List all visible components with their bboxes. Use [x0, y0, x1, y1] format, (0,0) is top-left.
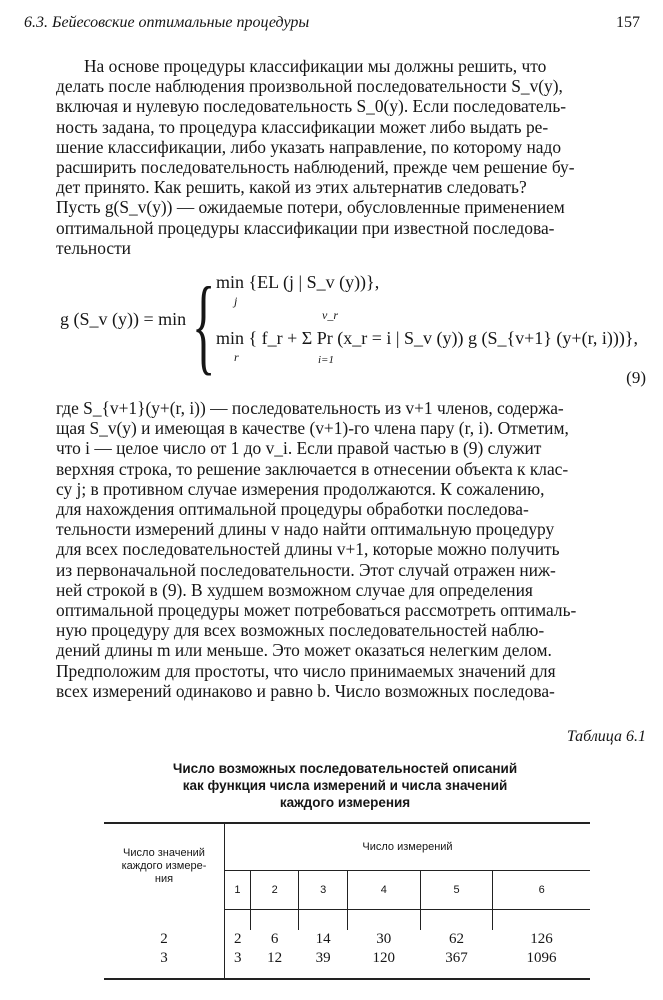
column-header: 2: [250, 871, 299, 910]
paragraph-2: [56, 398, 646, 701]
table-row: [104, 930, 590, 949]
text-line: шение классификации, либо указать направление, по которому надо: [56, 136, 562, 157]
left-brace: {: [192, 266, 216, 385]
sum-lower-limit: i=1: [318, 354, 334, 366]
text-line: где S_{v+1}(y+(r, i)) — последовательность из v+1 членов, содержа-: [56, 398, 564, 418]
table-row: [104, 949, 590, 968]
text-line: су j; в противном случае измерения продолжаются. К сожалению,: [56, 478, 545, 499]
text-line: дет принято. Как решить, какой из этих альтернатив следовать?: [56, 177, 527, 198]
table-cell: 2: [233, 931, 242, 947]
paragraph-1: [56, 56, 646, 258]
column-header: 3: [299, 871, 348, 910]
equation-case-1-subscript: j: [234, 294, 238, 308]
data-table: [104, 822, 590, 980]
text-line: включая и нулевую последовательность S_0(y). Если последователь-: [56, 96, 567, 117]
column-header: 5: [420, 871, 493, 910]
text-line: тельности: [56, 237, 131, 258]
text-line: для нахождения оптимальной процедуры обработки последова-: [56, 499, 529, 520]
text-line: для всех последовательностей длины v+1, которые можно получить: [56, 539, 560, 560]
text-line: расширить последовательность наблюдений, прежде чем решение бу-: [56, 157, 575, 178]
row-label: 3: [104, 949, 225, 968]
text-line: ней строкой в (9). В худшем возможном случае для определения: [56, 579, 533, 600]
group-header: Число измерений: [225, 823, 591, 871]
column-header: 6: [493, 871, 590, 910]
text-line: из первоначальной последовательности. Этот случай отражен ниж-: [56, 559, 556, 580]
text-line: щая S_v(y) и имеющая в качестве (v+1)-го члена пару (r, i). Отметим,: [56, 418, 569, 439]
table-cell: 1096: [526, 950, 557, 966]
text-line: делать после наблюдения произвольной последовательности S_v(y),: [56, 76, 563, 97]
table-cell: 39: [315, 950, 331, 966]
row-header-line: Число значений: [123, 847, 205, 860]
table-cell: 62: [449, 931, 465, 947]
equation-lhs: g (S_v (y)) = min: [60, 309, 187, 329]
table-cell: 30: [376, 931, 392, 947]
text-line: На основе процедуры классификации мы должны решить, что: [84, 56, 547, 76]
column-header: 1: [225, 871, 251, 910]
table-cell: 3: [233, 950, 242, 966]
text-line: что i — целое число от 1 до v_i. Если правой частью в (9) служит: [56, 438, 542, 459]
table-caption: [100, 760, 590, 811]
row-label: 2: [104, 930, 225, 949]
table-cell: 14: [315, 931, 331, 947]
row-header-line: каждого измере-: [121, 860, 207, 873]
table-cell: 6: [270, 931, 279, 947]
text-line: оптимальной процедуры классификации при известной последова-: [56, 217, 555, 238]
row-header: [104, 823, 225, 910]
text-line: ность задана, то процедура классификации может либо выдать ре-: [56, 116, 549, 137]
text-line: тельности измерений длины v надо найти оптимальную процедуру: [56, 519, 555, 540]
running-title: 6.3. Бейесовские оптимальные процедуры: [24, 14, 310, 31]
text-line: Предположим для простоты, что число принимаемых значений для: [56, 660, 556, 681]
caption-line: Число возможных последовательностей описаний: [172, 761, 518, 776]
equation-case-2: min { f_r + Σ Pr (x_r = i | S_v (y)) g (S_{v+1} (y+(r, i)))},: [216, 328, 638, 348]
text-line: Пусть g(S_v(y)) — ожидаемые потери, обусловленные применением: [56, 197, 565, 218]
table-label: Таблица 6.1: [566, 728, 646, 745]
text-line: всех измерений одинаково и равно b. Число возможных последова-: [56, 680, 555, 701]
page-number: 157: [616, 14, 640, 31]
column-header: 4: [347, 871, 420, 910]
sum-upper-limit: v_r: [322, 308, 338, 322]
caption-line: каждого измерения: [279, 795, 411, 810]
table-cell: 126: [530, 931, 553, 947]
page-header: [24, 14, 640, 38]
caption-line: как функция числа измерений и числа значений: [182, 778, 508, 793]
text-line: ную процедуру для всех возможных последовательностей наблю-: [56, 620, 545, 641]
table-cell: 120: [372, 950, 396, 966]
row-header-line: ния: [154, 873, 174, 886]
equation-number: (9): [626, 368, 646, 387]
equation-case-2-subscript: r: [234, 350, 239, 364]
text-line: верхняя строка, то решение заключается в отнесении объекта к клас-: [56, 458, 569, 479]
text-line: дений длины m или меньше. Это может оказаться нелегким делом.: [56, 640, 552, 661]
equation-case-1: min {EL (j | S_v (y))},: [216, 272, 380, 292]
table-cell: 367: [445, 950, 468, 966]
equation-9: [60, 266, 650, 390]
text-line: оптимальной процедуры может потребоваться рассмотреть оптималь-: [56, 600, 577, 621]
table-cell: 12: [267, 950, 283, 966]
